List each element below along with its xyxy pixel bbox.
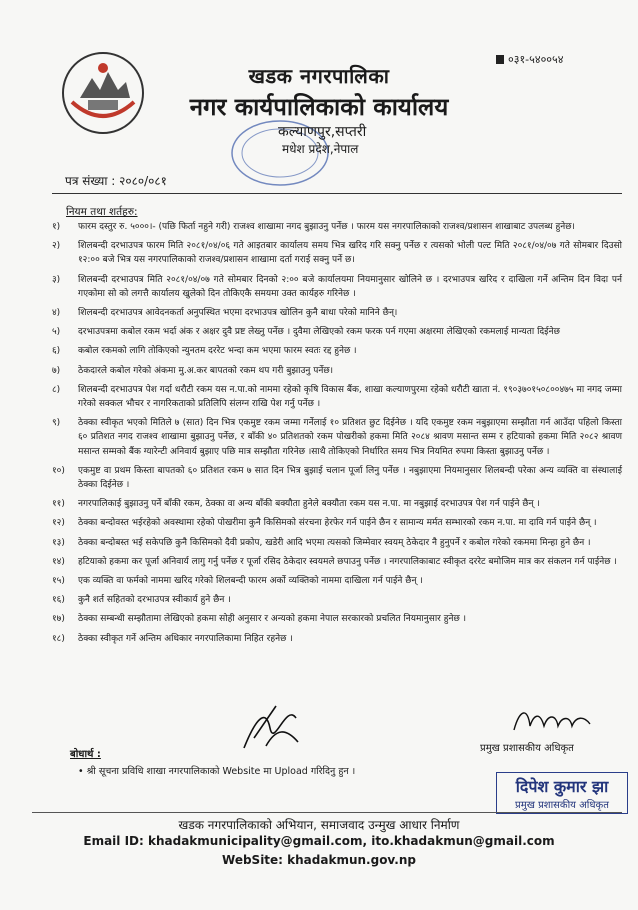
condition-text: शिलबन्दी दरभाउपत्र पेश गर्दा धरौटी रकम यस न.पा.को नाममा रहेको कृषि विकास बैंक, शाखा कल्याणपुरमा रहेको धरौटी खाता नं. १९०३७०१५०८००४७५ मा नगद जम्मा गरेको सक्कल भौचर र नागरिकताको प्रतिलिपि संलग्न राखि पेश गर्नु पर्नेछ । [78, 384, 622, 410]
condition-text: नगरपालिकाई बुझाउनु पर्ने बाँकी रकम, ठेक्का वा अन्य बाँकी बक्यौता हुनेले बक्यौता रकम यस न.पा. मा नबुझाई दरभाउपत्र पेश गर्न पाईने छैन् । [78, 499, 540, 510]
header-divider [52, 193, 622, 194]
condition-item [52, 344, 622, 358]
condition-text: एक व्यक्ति वा फर्मको नाममा खरिद गरेको शिलबन्दी फारम अर्को व्यक्तिको नाममा दाखिला गर्न पाईने छैन् । [78, 576, 423, 587]
condition-text: ठेक्का बन्दोवस्त भईरहेको अवस्थामा रहेको पोखरीमा कुनै किसिमको संरचना हेरफेर गर्न पाईने छैन र सामान्य मर्मत सम्भारको रकम न.पा. मा दावि गर्न पाईने छैन् । [78, 518, 597, 529]
condition-text: ठेक्का बन्दोबस्त भई सकेपछि कुनै किसिमको दैवी प्रकोप, खडेरी आदि भएमा त्यसको जिम्मेवार स्वयम् ठेकेदार नै हुनुपर्ने र कबोल गरेको रकममा मिन्हा हुने छैन । [78, 537, 591, 548]
condition-item [52, 574, 622, 588]
condition-number: ८) [52, 384, 61, 395]
footer-website: WebSite: khadakmun.gov.np [222, 853, 416, 867]
condition-number: ५) [52, 327, 61, 338]
condition-number: १७) [52, 614, 65, 625]
condition-text: ठेक्का स्वीकृत भएको मितिले ७ (सात) दिन भित्र एकमुष्ट रकम जम्मा गर्नेलाई १० प्रतिशत छुट दिईनेछ । यदि एकमुष्ट रकम नबुझाएमा सम्झौता गर्न आउँदा पहिलो किस्ता ६० प्रतिशत नगद राजश्व शाखामा बुझाउनु पर्नेछ, र बाँकी ४० प्रतिशतको रकम पोखरीको हकमा मिति २०८४ श्रावण मसान्त सम्म र हटियाको हकमा मिति २०८२ श्रावण मसान्त सम्मको बैंक ग्यारेन्टी अनिवार्य बुझाए पछि मात्र सम्झौता गरिनेछ ।साथै तोकिएको निर्धारित समय भित्र नियमित रुपमा किस्ता बुझाउनु पर्नेछ । [78, 418, 622, 457]
condition-number: ७) [52, 365, 61, 376]
condition-number: ६) [52, 346, 61, 357]
footer-email: Email ID: khadakmunicipality@gmail.com, ito.khadakmun@gmail.com [83, 834, 555, 848]
condition-item [52, 536, 622, 550]
officer-stamp [496, 772, 628, 814]
condition-item [52, 593, 622, 607]
condition-number: १५) [52, 576, 65, 587]
condition-text: ठेक्का स्वीकृत गर्ने अन्तिम अधिकार नगरपालिकामा निहित रहनेछ । [78, 633, 293, 644]
phone-number: ०३१-५४००५४ [496, 52, 563, 67]
condition-text: दरभाउपत्रमा कबोल रकम भर्दा अंक र अक्षर दुवै प्रष्ट लेख्नु पर्नेछ । दुवैमा लेखिएको रकम फरक पर्न गएमा अक्षरमा लेखिएको रकमलाई मान्यता दिईनेछ [78, 327, 560, 338]
condition-number: १४) [52, 556, 65, 567]
condition-item [52, 306, 622, 320]
reference-number: पत्र संख्या : २०८०/०८१ [65, 174, 167, 188]
condition-text: शिलबन्दी दरभाउपत्र मिति २०८१/०४/०७ गते सोमबार दिनको २:०० बजे कार्यालयमा नियमानुसार खोलिने छ । दरभाउपत्र खरिद र दाखिला गर्ने अन्तिम दिन विदा पर्न गएकोमा सो को लगत्तै कार्यालय खुलेको दिन तोकिएकै समयमा उक्त कार्यहरु गरिनेछ । [78, 274, 622, 299]
condition-item [52, 464, 622, 492]
signature-right [510, 704, 600, 738]
condition-item [52, 416, 622, 459]
condition-number: १८) [52, 633, 65, 644]
condition-text: कुनै शर्त सहितको दरभाउपत्र स्वीकार्य हुने छैन । [78, 595, 231, 606]
condition-text: शिलबन्दी दरभाउपत्र फारम मिति २०८१/०४/०६ गते आइतबार कार्यालय समय भित्र खरिद गरि सक्नु पर्नेछ र त्यसको भोली पल्ट मिति २०८१/०४/०७ गते सोमबार दिउसो १२:०० बजे भित्र यस नगरपालिकाको राजश्व/प्रशासन शाखामा दर्ता गराई सक्नु पर्ने छ। [78, 241, 622, 266]
condition-number: ९) [52, 418, 61, 429]
condition-number: ३) [52, 274, 61, 285]
officer-title: प्रमुख प्रशासकीय अधिकृत [515, 800, 609, 811]
notes-item: • श्री सूचना प्रविधि शाखा नगरपालिकाको Website मा Upload गरिदिनु हुन । [78, 766, 356, 777]
footer-divider [32, 812, 622, 813]
office-name: नगर कार्यपालिकाको कार्यालय [189, 93, 449, 121]
condition-number: १३) [52, 537, 65, 548]
condition-number: १) [52, 222, 61, 232]
condition-number: १०) [52, 465, 65, 476]
condition-text: हटियाको हकमा कर पूर्जा अनिवार्य लागु गर्नु पर्नेछ र पूर्जा रसिद ठेकेदार स्वयमले छपाउनु पर्नेछ । नगरपालिकाबाट स्वीकृत दररेट बमोजिम मात्र कर संकलन गर्न पाईनेछ । [78, 556, 617, 567]
municipality-name: खडक नगरपालिका [248, 64, 390, 88]
condition-number: २) [52, 241, 61, 252]
officer-name: दिपेश कुमार झा [515, 777, 609, 796]
condition-item [52, 273, 622, 301]
condition-item [52, 612, 622, 626]
condition-item [52, 632, 622, 646]
office-address: कल्याणपुर,सप्तरी [278, 124, 367, 140]
condition-number: ४) [52, 308, 61, 319]
condition-text: शिलबन्दी दरभाउपत्र आवेदनकर्ता अनुपस्थित भएमा दरभाउपत्र खोलिन कुनै बाधा परेको मानिने छैन्। [78, 308, 398, 319]
condition-number: १२) [52, 518, 65, 529]
condition-text: एकमुष्ट वा प्रथम किस्ता बापतको ६० प्रतिशत रकम ७ सात दिन भित्र बुझाई चलान पूर्जा लिनु पर्नेछ । नबुझाएमा नियमानुसार शिलबन्दी परेका अन्य व्यक्ति वा संस्थालाई ठेक्का दिईनेछ । [78, 465, 622, 491]
condition-text: कबोल रकमको लागि तोकिएको न्युनतम दररेट भन्दा कम भएमा फारम स्वतः रद्द हुनेछ । [78, 346, 357, 357]
conditions-list [52, 220, 622, 651]
condition-item [52, 364, 622, 378]
conditions-title: नियम तथा शर्तहरु: [66, 206, 138, 218]
condition-item [52, 325, 622, 339]
signature-left [236, 698, 306, 758]
condition-number: १६) [52, 595, 65, 606]
condition-number: ११) [52, 499, 65, 510]
condition-text: ठेकदारले कबोल गरेको अंकमा मु.अ.कर बापतको रकम थप गरी बुझाउनु पर्नेछ। [78, 365, 334, 376]
condition-item [52, 383, 622, 411]
notes-title: बोधार्थ : [70, 749, 101, 760]
signatory-title: प्रमुख प्रशासकीय अधिकृत [480, 743, 574, 754]
footer-slogan: खडक नगरपालिकाको अभियान, समाजवाद उन्मुख आधार निर्माण [178, 818, 460, 832]
condition-item [52, 239, 622, 267]
condition-item [52, 220, 622, 234]
condition-item [52, 555, 622, 569]
office-province: मधेश प्रदेश,नेपाल [282, 142, 359, 156]
condition-item [52, 516, 622, 530]
condition-text: फारम दस्तुर रु. ५०००।- (पछि फिर्ता नहुने गरी) राजश्व शाखामा नगद बुझाउनु पर्नेछ । फारम यस नगरपालिकाको राजश्व/प्रशासन शाखाबाट उपलब्ध हुनेछ। [78, 222, 575, 232]
condition-item [52, 497, 622, 511]
condition-text: ठेक्का सम्बन्धी सम्झौतामा लेखिएको हकमा सोही अनुसार र अन्यको हकमा नेपाल सरकारको प्रचलित नियमानुसार हुनेछ । [78, 614, 467, 625]
